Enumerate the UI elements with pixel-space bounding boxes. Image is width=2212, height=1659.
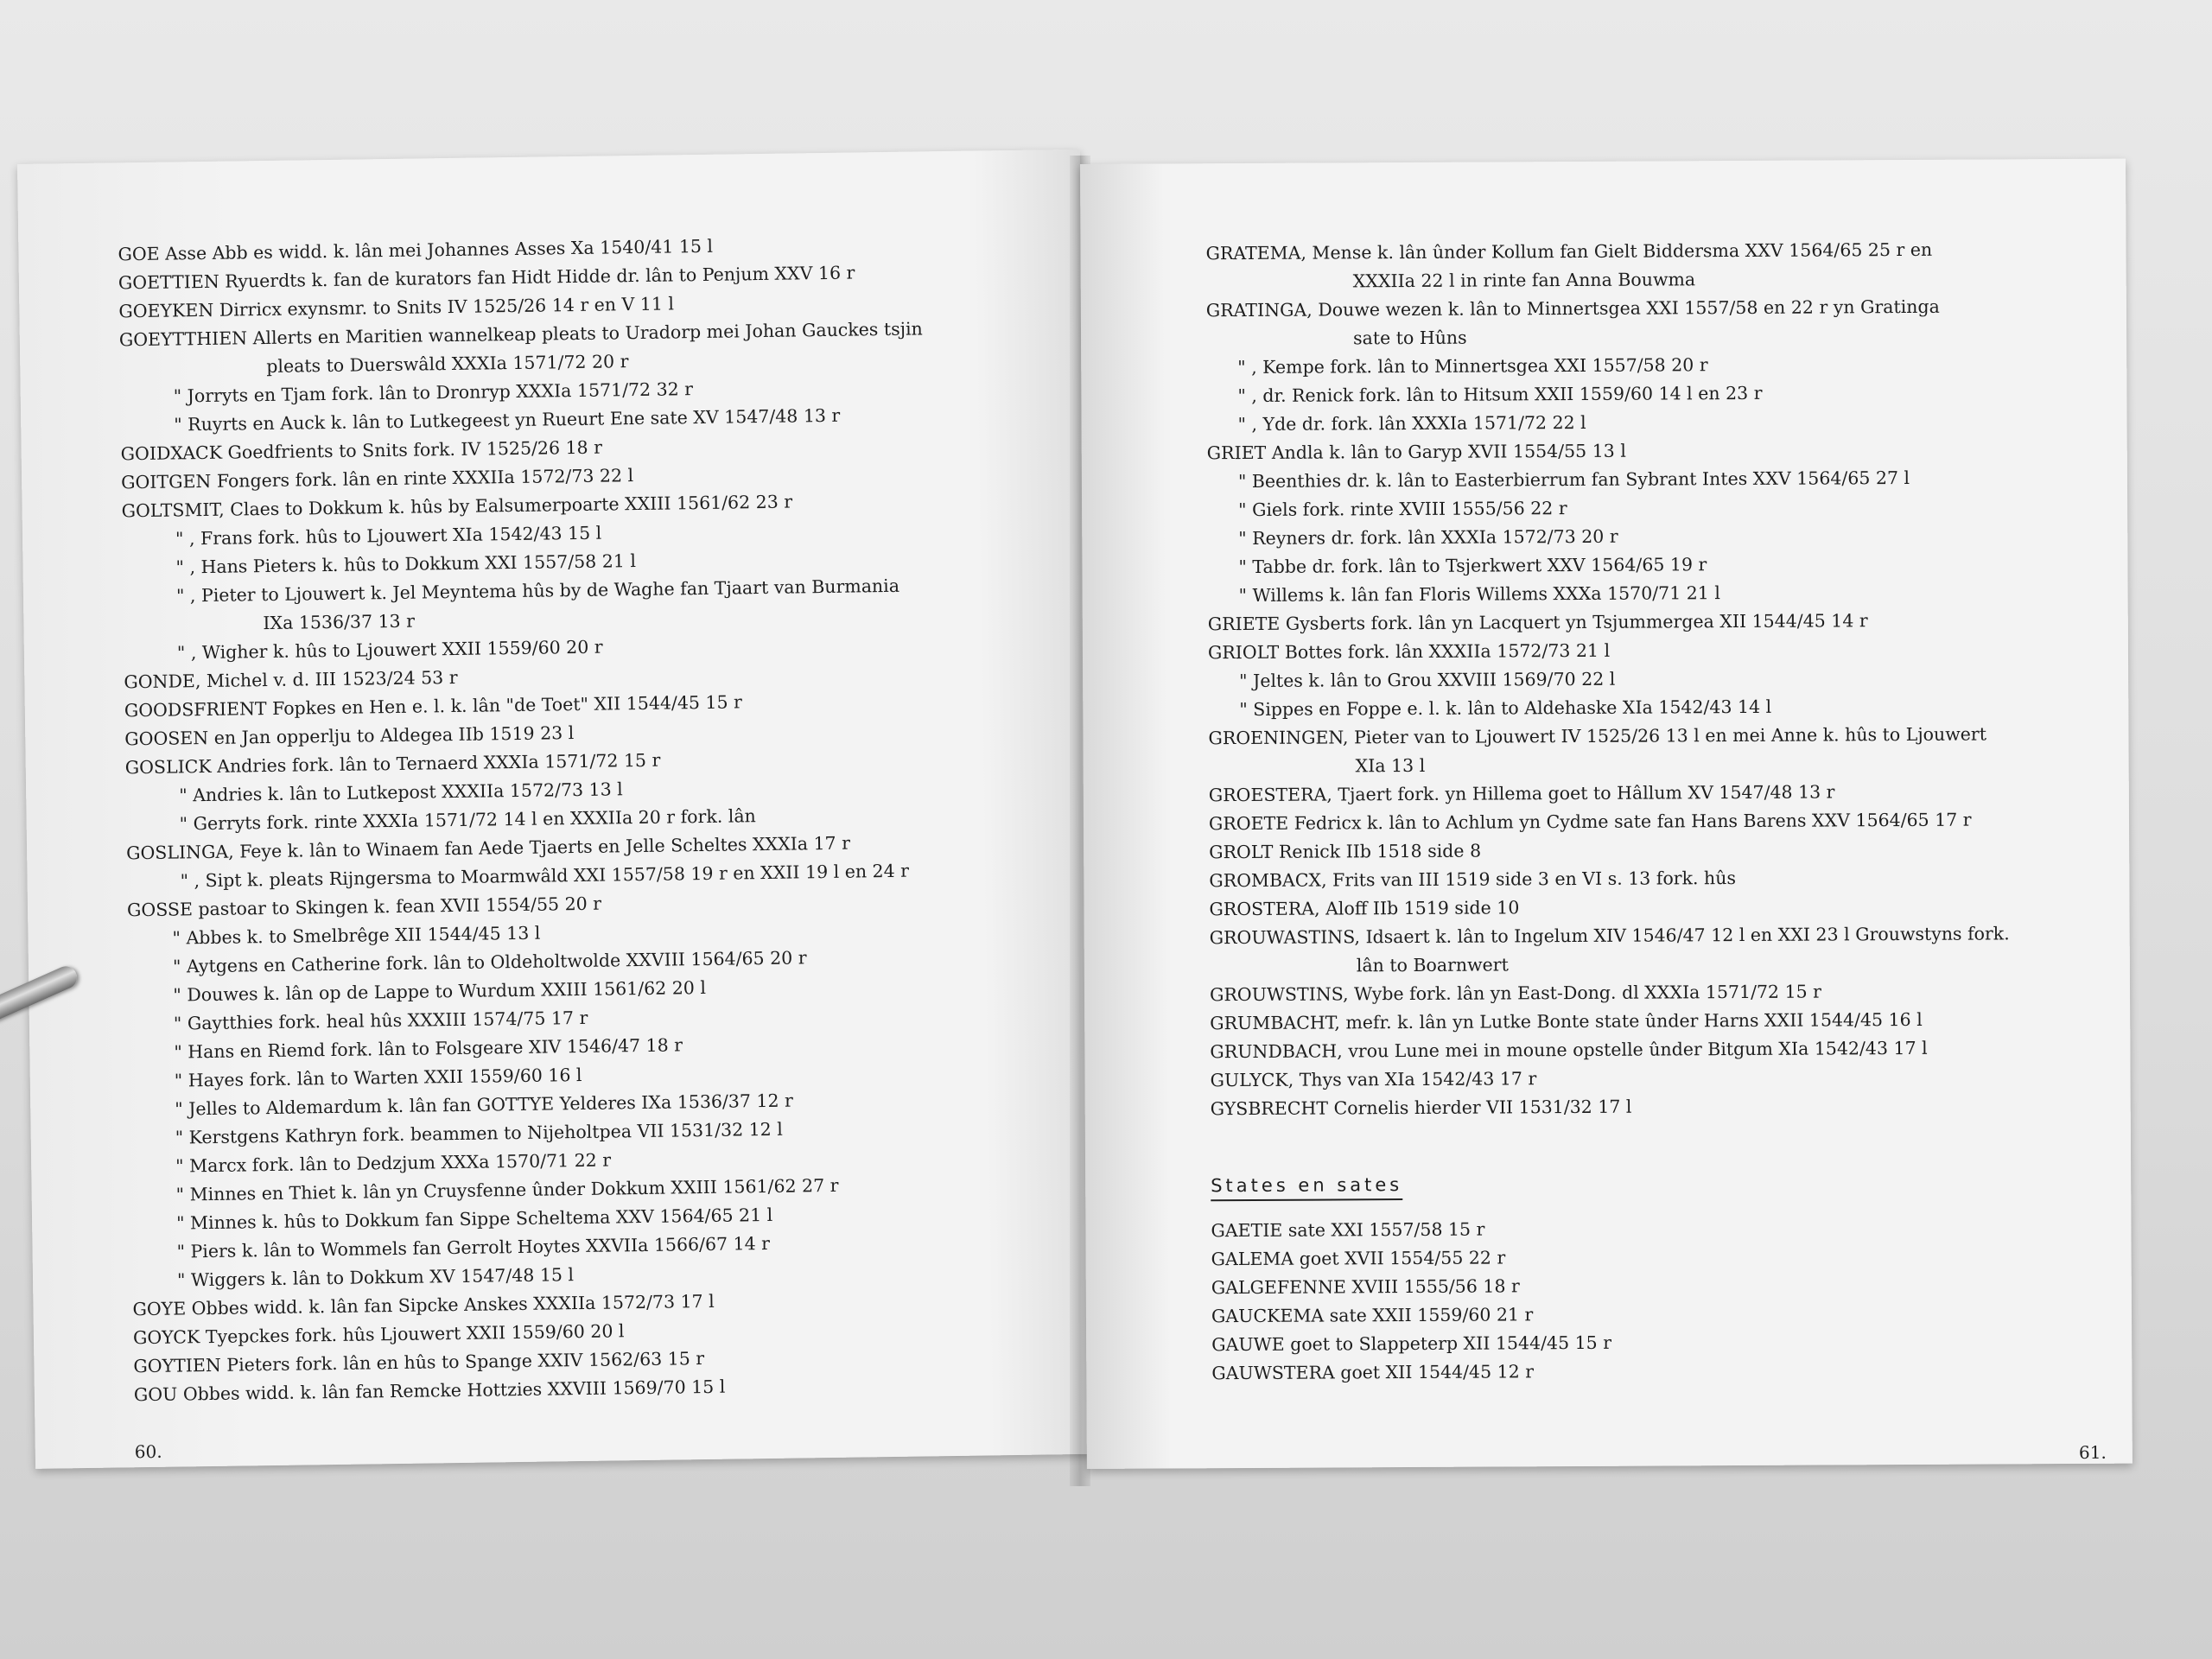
entry-text: GRUMBACHT, mefr. k. lân yn Lutke Bonte state ûnder Harns XXII 1544/45 16 l xyxy=(1210,1008,1923,1034)
entry-text: " Wiggers k. lân to Dokkum XV 1547/48 15 l xyxy=(176,1264,575,1291)
entry-text: GOYTIEN Pieters fork. lân en hûs to Spange XXIV 1562/63 15 r xyxy=(133,1348,705,1377)
entry-text: " Reyners dr. fork. lân XXXIa 1572/73 20 r xyxy=(1238,525,1618,550)
register-entry xyxy=(1209,834,2103,867)
register-entry xyxy=(1211,1298,2106,1331)
register-entry xyxy=(1211,1326,2106,1359)
entry-text: GAUWSTERA goet XII 1544/45 12 r xyxy=(1211,1361,1535,1384)
register-entry xyxy=(1211,1090,2105,1123)
entry-text: GYSBRECHT Cornelis hierder VII 1531/32 17 l xyxy=(1210,1096,1632,1120)
entry-text: GOSLICK Andries fork. lân to Ternaerd XXXIa 1571/72 15 r xyxy=(124,749,661,779)
register-entry xyxy=(1207,435,2101,467)
register-entry xyxy=(1206,406,2101,439)
entry-text: " Douwes k. lân op de Lappe to Wurdum XXIII 1561/62 20 l xyxy=(173,976,707,1006)
entry-text: " Willems k. lân fan Floris Willems XXXa 1570/71 21 l xyxy=(1238,582,1720,607)
register-entry xyxy=(1211,1269,2106,1302)
right-page-entries xyxy=(1080,159,2132,1389)
register-entry xyxy=(1208,720,2102,781)
entry-text: " Jelles to Aldemardum k. lân fan GOTTYE Yelderes IXa 1536/37 12 r xyxy=(175,1090,793,1120)
entry-text: " Minnes en Thiet k. lân yn Cruysfenne ûnder Dokkum XXIII 1561/62 27 r xyxy=(175,1174,839,1205)
entry-text: GROUWASTINS, Idsaert k. lân to Ingelum XIV 1546/47 12 l en XXI 23 l Grouwstyns fork. xyxy=(1209,923,2010,949)
entry-text: " Marcx fork. lân to Dedzjum XXXa 1570/71 22 r xyxy=(175,1149,612,1177)
register-entry xyxy=(1207,549,2101,582)
register-entry xyxy=(1209,777,2103,810)
entry-text: " , Yde dr. fork. lân XXXIa 1571/72 22 l xyxy=(1237,411,1586,435)
entry-text: GOYCK Tyepckes fork. hûs Ljouwert XXII 1559/60 20 l xyxy=(132,1320,625,1349)
entry-text: " Gerryts fork. rinte XXXIa 1571/72 14 l en XXXIIa 20 r fork. lân xyxy=(179,805,756,835)
entry-text: GOIDXACK Goedfrients to Snits fork. IV 1525/26 18 r xyxy=(120,436,603,465)
entry-text: GOLTSMIT, Claes to Dokkum k. hûs by Ealsumerpoarte XXIII 1561/62 23 r xyxy=(121,491,793,522)
entry-text: " , dr. Renick fork. lân to Hitsum XXII 1559/60 14 l en 23 r xyxy=(1237,382,1763,407)
entry-text: GULYCK, Thys van XIa 1542/43 17 r xyxy=(1210,1068,1537,1091)
entry-text: GAUWE goet to Slappeterp XII 1544/45 15 r xyxy=(1211,1332,1612,1356)
entry-text: GRATINGA, Douwe wezen k. lân to Minnertsgea XXI 1557/58 en 22 r yn Gratinga xyxy=(1205,296,1940,321)
entry-text: " Hans en Riemd fork. lân to Folsgeare XIV 1546/47 18 r xyxy=(174,1034,683,1063)
right-page xyxy=(1080,159,2133,1469)
left-page-entries xyxy=(17,149,1097,1411)
entry-text: GOE Asse Abb es widd. k. lân mei Johannes Asses Xa 1540/41 15 l xyxy=(118,235,714,265)
entry-text: " Tabbe dr. fork. lân to Tsjerkwert XXV 1564/65 19 r xyxy=(1238,554,1707,578)
entry-text: " Gaytthies fork. heal hûs XXXIII 1574/75 17 r xyxy=(173,1007,588,1034)
entry-text: GAETIE sate XXI 1557/58 15 r xyxy=(1211,1218,1485,1242)
register-entry xyxy=(1210,976,2104,1009)
entry-continuation: sate to Hûns xyxy=(1352,327,1467,349)
entry-text: GRIETE Gysberts fork. lân yn Lacquert yn Tsjummergea XII 1544/45 14 r xyxy=(1207,610,1868,635)
register-entry xyxy=(1210,1005,2104,1038)
entry-text: GOEYTTHIEN Allerts en Maritien wannelkeap pleats to Uradorp mei Johan Gauckes tsjin xyxy=(118,318,923,351)
entry-text: " Hayes fork. lân to Warten XXII 1559/60 16 l xyxy=(174,1064,582,1091)
entry-text: GOU Obbes widd. k. lân fan Remcke Hottzies XXVIII 1569/70 15 l xyxy=(133,1376,726,1406)
entry-text: GOITGEN Fongers fork. lân en rinte XXXIIa 1572/73 22 l xyxy=(120,465,634,493)
entry-text: GOSSE pastoar to Skingen k. fean XVII 1554/55 20 r xyxy=(126,893,602,921)
entry-text: " Andries k. lân to Lutkepost XXXIIa 1572/73 13 l xyxy=(179,779,623,806)
entry-text: " Sippes en Foppe e. l. k. lân to Aldehaske XIa 1542/43 14 l xyxy=(1239,696,1772,721)
register-entry xyxy=(1208,606,2102,639)
entry-text: GROLT Renick IIb 1518 side 8 xyxy=(1209,840,1482,863)
entry-text: GOETTIEN Ryuerdts k. fan de kurators fan Hidt Hidde dr. lân to Penjum XXV 16 r xyxy=(118,262,855,294)
entry-text: " , Frans fork. hûs to Ljouwert XIa 1542/43 15 l xyxy=(175,522,602,550)
register-entry xyxy=(1209,891,2103,924)
entry-text: GOEYKEN Dirricx exynsmr. to Snits IV 1525/26 14 r en V 11 l xyxy=(118,293,675,322)
register-entry xyxy=(1209,862,2103,895)
register-entry xyxy=(1209,805,2103,838)
register-entry xyxy=(1208,634,2102,667)
entry-text: " Aytgens en Catherine fork. lân to Oldeholtwolde XXVIII 1564/65 20 r xyxy=(172,947,807,977)
register-entry xyxy=(1207,520,2101,553)
entry-continuation: XIa 13 l xyxy=(1355,754,1426,777)
register-entry xyxy=(1210,919,2104,981)
register-entry xyxy=(1210,1062,2104,1095)
entry-text: " Jeltes k. lân to Grou XXVIII 1569/70 22 l xyxy=(1239,668,1616,692)
entry-text: GALGEFENNE XVIII 1555/56 18 r xyxy=(1211,1275,1520,1299)
right-page-number: 61. xyxy=(2078,1441,2107,1463)
register-entry xyxy=(1206,292,2101,353)
entry-text: " , Kempe fork. lân to Minnertsgea XXI 1557/58 20 r xyxy=(1237,354,1708,378)
register-entry xyxy=(1208,577,2102,610)
register-entry xyxy=(1205,235,2100,296)
entry-text: GONDE, Michel v. d. III 1523/24 53 r xyxy=(124,666,458,693)
entry-text: GRATEMA, Mense k. lân ûnder Kollum fan Gielt Biddersma XXV 1564/65 25 r en xyxy=(1205,238,1933,264)
register-entry xyxy=(1207,463,2101,496)
entry-text: " Kerstgens Kathryn fork. beammen to Nijeholtpea VII 1531/32 12 l xyxy=(175,1118,783,1148)
entry-continuation: pleats to Duerswâld XXXIa 1571/72 20 r xyxy=(266,351,629,377)
entry-text: GROENINGEN, Pieter van to Ljouwert IV 1525/26 13 l en mei Anne k. hûs to Ljouwert xyxy=(1208,723,1986,749)
entry-text: GAUCKEMA sate XXII 1559/60 21 r xyxy=(1211,1304,1534,1327)
left-page xyxy=(17,149,1098,1469)
entry-text: GOODSFRIENT Fopkes en Hen e. l. k. lân "de Toet" XII 1544/45 15 r xyxy=(124,691,743,721)
entry-continuation: IXa 1536/37 13 r xyxy=(263,610,416,634)
entry-text: GROSTERA, Aloff IIb 1519 side 10 xyxy=(1209,897,1520,920)
entry-text: GROMBACX, Frits van III 1519 side 3 en VI s. 13 fork. hûs xyxy=(1209,868,1737,892)
left-page-number: 60. xyxy=(134,1440,162,1463)
section-entries xyxy=(1211,1212,2106,1388)
entry-text: GRIET Andla k. lân to Garyp XVII 1554/55 13 l xyxy=(1206,440,1626,464)
section-title: States en sates xyxy=(1211,1174,1402,1201)
register-entry xyxy=(1211,1241,2106,1274)
entry-text: " Abbes k. to Smelbrêge XII 1544/45 13 l xyxy=(172,922,541,949)
entry-text: " , Pieter to Ljouwert k. Jel Meyntema hûs by de Waghe fan Tjaart van Burmania xyxy=(175,575,900,607)
entry-text: GRIOLT Bottes fork. lân XXXIIa 1572/73 21 l xyxy=(1207,639,1611,664)
entry-text: " Giels fork. rinte XVIII 1555/56 22 r xyxy=(1238,498,1567,521)
entry-text: GOYE Obbes widd. k. lân fan Sipcke Anskes XXXIIa 1572/73 17 l xyxy=(132,1290,715,1320)
entry-continuation: XXXIIa 22 l in rinte fan Anna Bouwma xyxy=(1352,269,1696,292)
register-entry xyxy=(1206,349,2101,382)
open-booklet xyxy=(17,130,2152,1503)
entry-text: " , Sipt k. pleats Rijngersma to Moarmwâld XXI 1557/58 19 r en XXII 19 l en 24 r xyxy=(180,860,910,892)
entry-continuation: lân to Boarnwert xyxy=(1356,954,1509,976)
register-entry xyxy=(1211,1355,2106,1388)
entry-text: " Piers k. lân to Wommels fan Gerrolt Hoytes XXVIIa 1566/67 14 r xyxy=(176,1232,771,1262)
entry-text: " Jorryts en Tjam fork. lân to Dronryp XXXIa 1571/72 32 r xyxy=(173,378,694,407)
entry-text: " , Wigher k. hûs to Ljouwert XXII 1559/60 20 r xyxy=(176,636,603,664)
entry-text: GALEMA goet XVII 1554/55 22 r xyxy=(1211,1247,1506,1270)
entry-text: GOSLINGA, Feye k. lân to Winaem fan Aede Tjaerts en Jelle Scheltes XXXIa 17 r xyxy=(125,832,851,864)
entry-text: " , Hans Pieters k. hûs to Dokkum XXI 1557/58 21 l xyxy=(175,550,637,578)
register-entry xyxy=(1211,1212,2105,1245)
entry-text: GROESTERA, Tjaert fork. yn Hillema goet to Hâllum XV 1547/48 13 r xyxy=(1208,781,1835,806)
register-entry xyxy=(1208,691,2102,724)
entry-text: " Minnes k. hûs to Dokkum fan Sippe Scheltema XXV 1564/65 21 l xyxy=(175,1204,773,1234)
register-entry xyxy=(1206,378,2101,410)
entry-text: GROUWSTINS, Wybe fork. lân yn East-Dong. dl XXXIa 1571/72 15 r xyxy=(1209,981,1822,1006)
entry-text: " Ruyrts en Auck k. lân to Lutkegeest yn Rueurt Ene sate XV 1547/48 13 r xyxy=(174,404,841,435)
register-entry xyxy=(1208,663,2102,696)
entry-text: GROETE Fedricx k. lân to Achlum yn Cydme sate fan Hans Barens XXV 1564/65 17 r xyxy=(1208,809,1972,835)
entry-text: GOOSEN en Jan opperlju to Aldegea IIb 1519 23 l xyxy=(124,722,575,750)
register-entry xyxy=(1207,492,2101,524)
entry-text: " Beenthies dr. k. lân to Easterbierrum fan Sybrant Intes XXV 1564/65 27 l xyxy=(1237,467,1910,493)
right-page-register xyxy=(1205,235,2104,1123)
register-entry xyxy=(1210,1033,2104,1066)
entry-text: GRUNDBACH, vrou Lune mei in moune opstelle ûnder Bitgum XIa 1542/43 17 l xyxy=(1210,1037,1928,1063)
